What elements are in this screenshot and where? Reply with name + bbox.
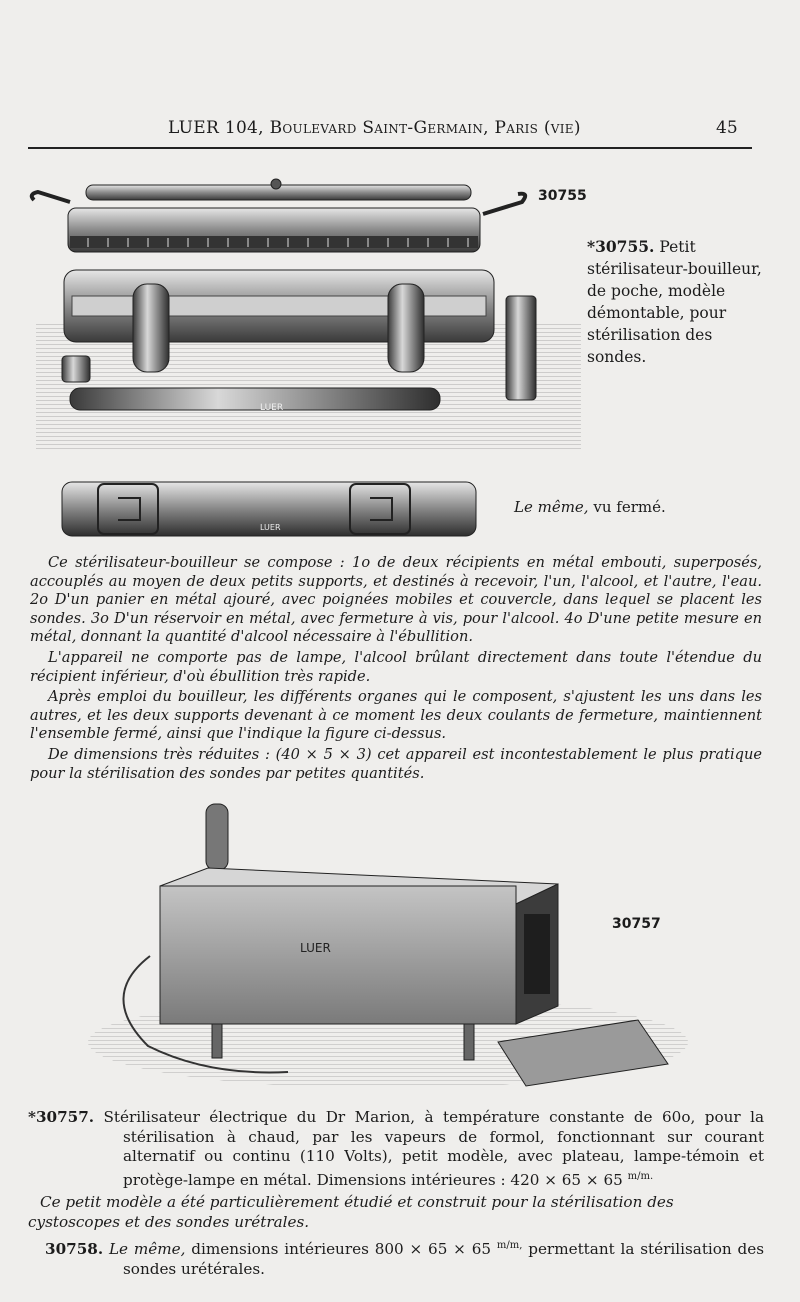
address: Boulevard Saint-Germain, Paris (vie) (269, 118, 581, 138)
brand-label: LUER (300, 941, 331, 955)
caption2-note: Ce petit modèle a été particulièrement étudié et construit pour la stérilisation des cystoscopes et des sondes urétrales. (28, 1193, 674, 1231)
closed-caption (514, 498, 666, 516)
description-text (30, 554, 762, 785)
caption3-text: dimensions intérieures 800 × 65 × 65 (191, 1240, 492, 1259)
caption-text: Petit stérilisateur-bouilleur, de poche, modèle démontable, pour stérilisation des sondes. (587, 238, 762, 366)
caption3-unit: m/m, (496, 1240, 523, 1252)
caption-30757 (28, 1108, 764, 1279)
page-number: 45 (716, 118, 738, 138)
brand-stamp: LUER (260, 403, 284, 413)
caption2-unit: m/m. (627, 1170, 654, 1182)
caption-number: *30755. (587, 237, 655, 256)
paragraph-2: L'appareil ne comporte pas de lampe, l'alcool brûlant directement dans toute l'étendue du récipient inférieur, d'où ébullition très rapide. (30, 648, 762, 685)
closed-caption-text: vu fermé. (593, 498, 666, 516)
caption-30758 (28, 1236, 764, 1279)
header-title (168, 118, 581, 138)
figure-number-30755: 30755 (538, 188, 587, 204)
sterilizer-open-illustration (28, 172, 588, 457)
caption3-tail: permettant la stérilisation des sondes urétérales. (123, 1240, 765, 1278)
electric-sterilizer-illustration (88, 796, 708, 1096)
caption-30757-main (28, 1108, 764, 1190)
caption2-number: *30757. (28, 1108, 95, 1126)
page-header (0, 112, 800, 142)
brand-stamp-closed: LUER (260, 523, 281, 532)
paragraph-3: Après emploi du bouilleur, les différents organes qui le composent, s'ajustent les uns dans les autres, et les deux supports devenant à ce moment les deux coulants de fermeture, maintiennent l'ensemble fermé, ainsi que l'indique la figure ci-dessus. (30, 688, 762, 743)
paragraph-1: Ce stérilisateur-bouilleur se compose : 1o de deux récipients en métal embouti, superposés, accouplés au moyen de deux petits supports, et destinés à recevoir, l'un, l'alcool, et l'autre, l'eau. 2o D'un panier en métal ajouré, avec poignées mobiles et couvercle, dans lequel se placent les sondes. 3o D'un réservoir en métal, avec fermeture à vis, pour l'alcool. 4o D'une petite mesure en métal, donnant la quantité d'alcool nécessaire à l'ébullition. (30, 554, 762, 646)
sterilizer-closed-illustration (60, 478, 480, 540)
caption3-number: 30758. (45, 1240, 104, 1259)
figure-number-30757: 30757 (612, 916, 661, 932)
caption2-text: Stérilisateur électrique du Dr Marion, à température constante de 60o, pour la stérilisation à chaud, par les vapeurs de formol, fonctionnant sur courant alternatif ou continu (110 Volts), petit modèle, avec plateau, lampe-témoin et protège-lampe en métal. Dimensions intérieures : 420 × 65 × 65 (103, 1108, 765, 1189)
caption3-italic: Le même, (108, 1240, 186, 1259)
closed-caption-italic: Le même, (514, 498, 589, 516)
caption-30755 (587, 236, 762, 368)
publisher-name: LUER (168, 118, 220, 138)
paragraph-4: De dimensions très réduites : (40 × 5 × 3) cet appareil est incontestablement le plus pratique pour la stérilisation des sondes par petites quantités. (30, 745, 762, 782)
header-rule (28, 147, 752, 149)
address-number: 104, (224, 118, 264, 138)
